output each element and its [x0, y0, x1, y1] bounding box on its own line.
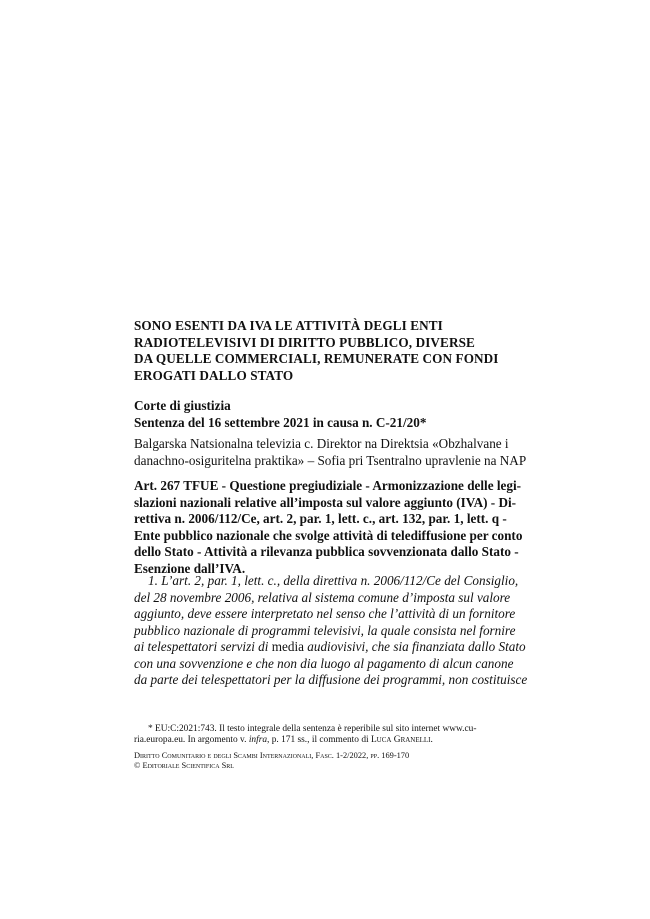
ruling-roman-word: media [271, 639, 304, 654]
keywords-line: rettiva n. 2006/112/Ce, art. 2, par. 1, lett. c., art. 132, par. 1, lett. q - [134, 511, 507, 526]
copyright-line: © Editoriale Scientifica Srl [134, 761, 234, 771]
footnote-fragment: . [430, 735, 433, 746]
ruling-line [134, 639, 526, 656]
title-line: RADIOTELEVISIVI DI DIRITTO PUBBLICO, DIVERSE [134, 334, 475, 350]
parties-line: danachno-osiguritelna praktika» – Sofia pri Tsentralno upravlenie na NAP [134, 452, 527, 468]
ruling-line: aggiunto, deve essere interpretato nel senso che l’attività di un fornitore [134, 606, 516, 621]
case-parties [134, 436, 527, 469]
footnote-line: * EU:C:2021:743. Il testo integrale della sentenza è reperibile sul sito internet www.cu- [148, 724, 477, 734]
ruling-text [134, 573, 528, 689]
court-heading [134, 398, 516, 431]
ruling-line: 1. L’art. 2, par. 1, lett. c., della direttiva n. 2006/112/Ce del Consiglio, [148, 573, 519, 588]
keywords-line: slazioni nazionali relative all’imposta sul valore aggiunto (IVA) - Di- [134, 494, 517, 510]
ruling-line: con una sovvenzione e che non dia luogo al pagamento di alcun canone [134, 655, 514, 671]
journal-line: Diritto Comunitario e degli Scambi Internazionali, Fasc. 1-2/2022, pp. 169-170 [134, 751, 410, 760]
sentence-date: Sentenza del 16 settembre 2021 in causa n. C-21/20* [134, 414, 427, 430]
keywords-line: Ente pubblico nazionale che svolge attività di telediffusione per conto [134, 527, 523, 543]
title-line: EROGATI DALLO STATO [134, 367, 294, 383]
court-name: Corte di giustizia [134, 398, 231, 413]
ruling-line: pubblico nazionale di programmi televisivi, la quale consista nel fornire [134, 622, 516, 638]
title-line: SONO ESENTI DA IVA LE ATTIVITÀ DEGLI ENTI [134, 318, 443, 333]
footnote-author: Luca Granelli [370, 735, 431, 746]
ruling-line: da parte dei telespettatori per la diffusione dei programmi, non costituisce [134, 672, 528, 687]
article-title [134, 318, 516, 384]
keywords-line: dello Stato - Attività a rilevanza pubblica sovvenzionata dallo Stato - [134, 544, 519, 559]
journal-info [134, 751, 516, 772]
footnote-italic: infra [248, 735, 268, 746]
keywords-line: Art. 267 TFUE - Questione pregiudiziale - Armonizzazione delle legi- [134, 478, 522, 493]
footnote-fragment: , p. 171 ss., il commento di [267, 735, 371, 746]
footnote [134, 724, 516, 747]
footnote-fragment: ria.europa.eu. In argomento v. [134, 735, 249, 746]
title-line: DA QUELLE COMMERCIALI, REMUNERATE CON FONDI [134, 351, 499, 366]
ruling-fragment: audiovisivi, che sia finanziata dallo Stato [303, 639, 526, 654]
keywords-line: Esenzione dall’IVA. [134, 560, 246, 576]
case-keywords [134, 478, 523, 577]
ruling-line: del 28 novembre 2006, relativa al sistema comune d’imposta sul valore [134, 589, 511, 605]
footnote-line [134, 735, 516, 746]
ruling-fragment: ai telespettatori servizi di [134, 639, 272, 654]
document-page [134, 0, 528, 919]
parties-line: Balgarska Natsionalna televizia c. Direktor na Direktsia «Obzhalvane i [134, 436, 509, 451]
